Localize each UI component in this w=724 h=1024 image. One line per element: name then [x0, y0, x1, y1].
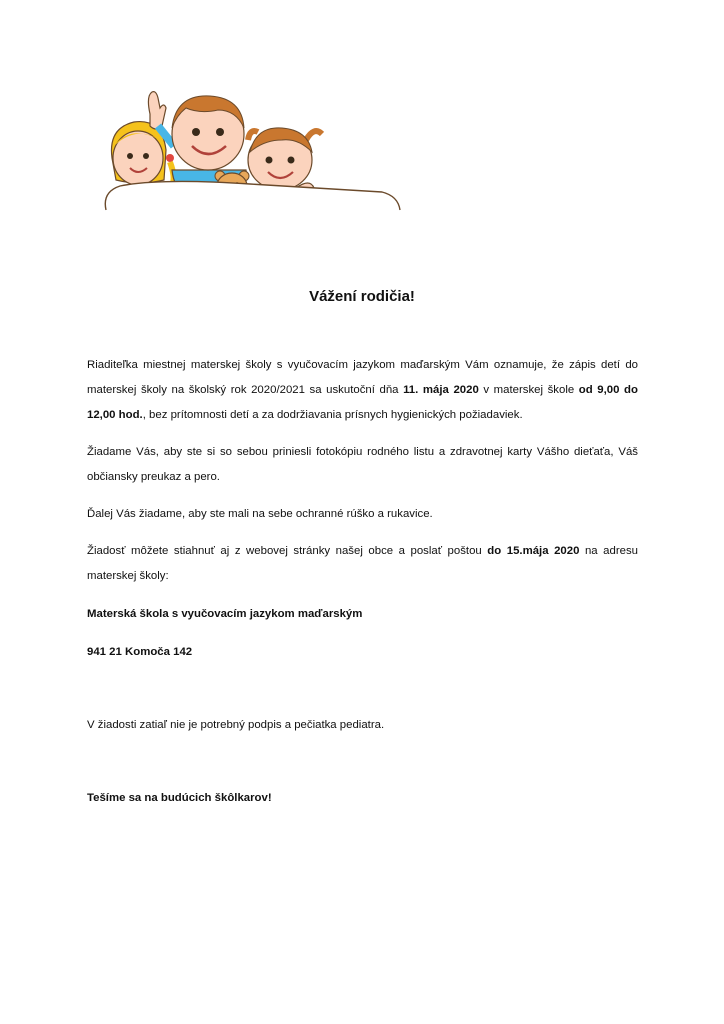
children-peeking-illustration	[100, 88, 405, 213]
deadline-date: do 15.mája 2020	[487, 545, 580, 557]
registration-time: od 9,00 do 12,00 hod.	[87, 384, 638, 421]
paragraph-protection: Ďalej Vás žiadame, aby ste mali na sebe ochranné rúško a rukavice.	[87, 508, 433, 520]
address-school-name: Materská škola s vyučovacím jazykom maďarským	[87, 608, 363, 620]
paragraph-text: Žiadosť môžete stiahnuť aj z webovej stránky našej obce a poslať poštou	[87, 545, 488, 557]
paragraph-text: , bez prítomnosti detí a za dodržiavania prísnych hygienických požiadaviek.	[142, 409, 523, 421]
paragraph-application	[87, 539, 638, 589]
letter-body	[87, 353, 638, 811]
paragraph-text: Riaditeľka miestnej materskej školy s vyučovacím jazykom maďarským Vám oznamuje, že zápis detí do materskej školy na školský rok 2020/2021 sa uskutoční dňa	[87, 359, 638, 396]
registration-date: 11. mája 2020	[403, 384, 479, 396]
sign-board-outline	[105, 181, 400, 210]
girl-right-figure	[248, 128, 322, 190]
paragraph-registration	[87, 353, 638, 428]
paragraph-text: v materskej škole	[478, 384, 579, 396]
address-postal: 941 21 Komoča 142	[87, 646, 193, 658]
page-title: Vážení rodičia!	[309, 288, 415, 305]
paragraph-note: V žiadosti zatiaľ nie je potrebný podpis a pečiatka pediatra.	[87, 719, 385, 731]
paragraph-documents: Žiadame Vás, aby ste si so sebou priniesli fotokópiu rodného listu a zdravotnej karty Vášho dieťaťa, Váš občiansky preukaz a pero.	[87, 446, 638, 483]
closing-line: Tešíme sa na budúcich škôlkarov!	[87, 792, 272, 804]
paragraph-text: na adresu materskej školy:	[87, 545, 639, 582]
